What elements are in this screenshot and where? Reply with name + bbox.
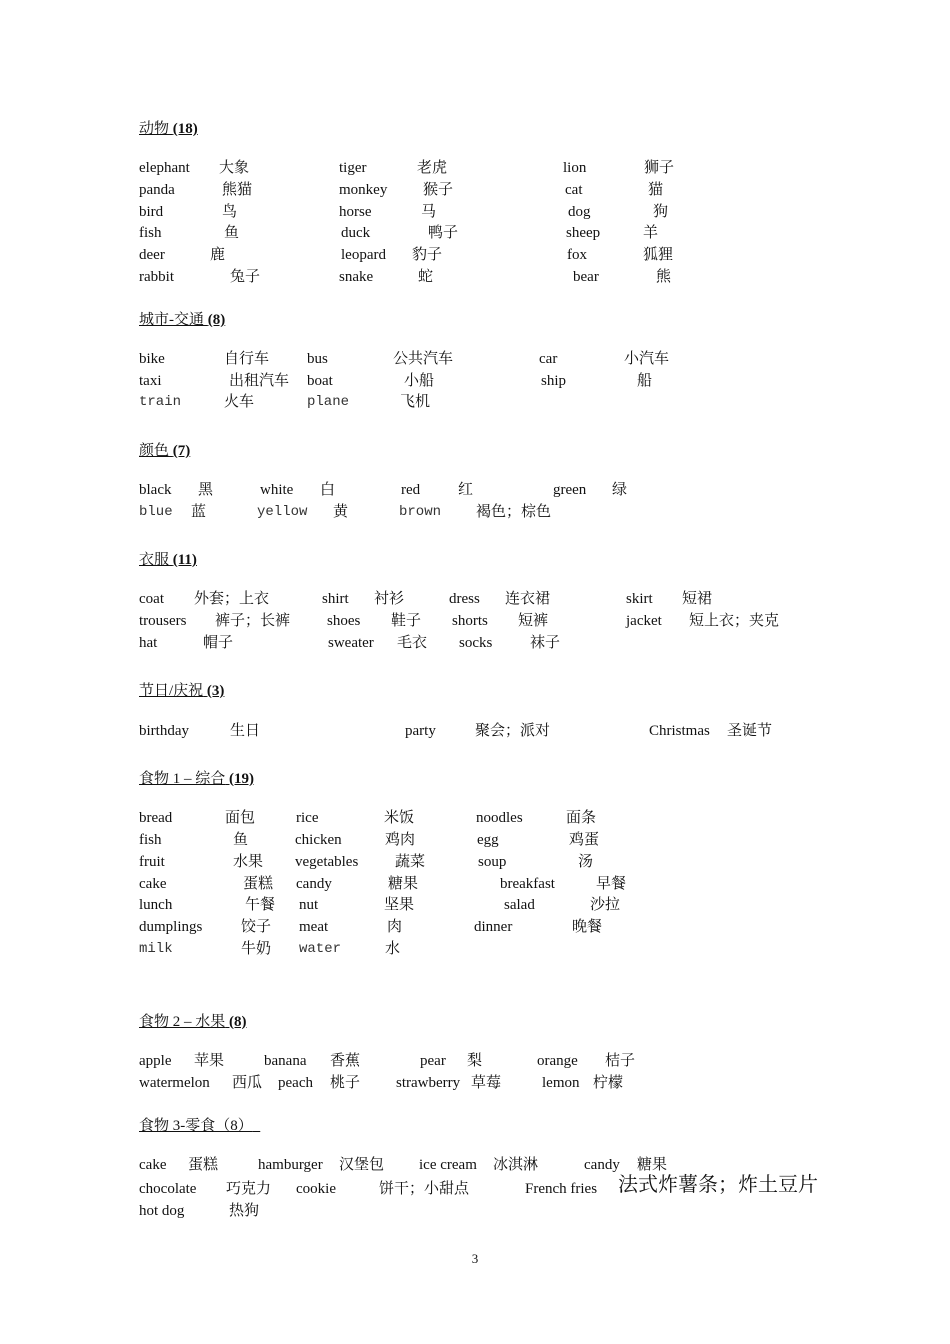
word-en: birthday	[139, 723, 189, 739]
word-zh: 汤	[578, 854, 594, 870]
word-zh: 蛇	[418, 269, 434, 285]
word-en: noodles	[476, 810, 523, 826]
word-en: duck	[341, 225, 371, 241]
word-en: rice	[296, 810, 319, 826]
word-en: milk	[139, 941, 173, 957]
word-en: bird	[139, 204, 164, 220]
word-en: ice cream	[419, 1157, 477, 1173]
word-en: dress	[449, 591, 480, 607]
word-zh: 糖果	[388, 876, 419, 892]
word-en: strawberry	[396, 1075, 461, 1091]
word-zh: 面包	[225, 810, 256, 826]
word-zh: 鞋子	[391, 613, 422, 629]
word-en: fruit	[139, 854, 165, 870]
word-en: tiger	[339, 160, 367, 176]
word-en: dumplings	[139, 919, 203, 935]
word-zh: 香蕉	[330, 1053, 361, 1069]
word-zh: 短裤	[518, 613, 549, 629]
word-zh: 红	[458, 482, 474, 498]
word-en: cake	[139, 1157, 167, 1173]
word-en: nut	[299, 897, 319, 913]
word-en: French fries	[525, 1181, 598, 1197]
word-zh: 梨	[467, 1053, 483, 1069]
word-zh: 绿	[612, 482, 628, 498]
word-en: leopard	[341, 247, 386, 263]
word-zh: 牛奶	[241, 941, 272, 957]
word-en: red	[401, 482, 421, 498]
word-en: bus	[307, 351, 328, 367]
word-en: Christmas	[649, 723, 710, 739]
word-en: peach	[278, 1075, 313, 1091]
word-zh: 坚果	[384, 897, 415, 913]
word-zh: 水	[385, 941, 401, 957]
word-zh: 鸟	[222, 204, 238, 220]
word-en: taxi	[139, 373, 162, 389]
word-en: hamburger	[258, 1157, 323, 1173]
word-zh: 肉	[387, 919, 403, 935]
word-en: sweater	[328, 635, 374, 651]
word-en: breakfast	[500, 876, 555, 892]
word-en: socks	[459, 635, 493, 651]
word-zh: 豹子	[412, 247, 443, 263]
word-en: chocolate	[139, 1181, 197, 1197]
word-zh: 公共汽车	[393, 351, 454, 367]
word-zh: 毛衣	[397, 635, 428, 651]
word-zh: 兔子	[230, 269, 261, 285]
word-zh: 大象	[219, 160, 250, 176]
word-zh: 冰淇淋	[493, 1157, 539, 1173]
word-en: monkey	[339, 182, 388, 198]
word-zh: 糖果	[637, 1157, 668, 1173]
word-zh: 熊	[656, 269, 672, 285]
word-en: shoes	[327, 613, 361, 629]
section-heading-food-general: 食物 1 – 综合 (19)	[139, 771, 255, 787]
word-en: elephant	[139, 160, 190, 176]
word-zh: 汉堡包	[339, 1157, 385, 1173]
word-zh: 帽子	[203, 635, 234, 651]
word-zh: 袜子	[530, 635, 561, 651]
word-zh: 鸭子	[428, 225, 459, 241]
word-zh: 狗	[653, 204, 669, 220]
word-zh: 聚会；派对	[475, 723, 551, 739]
word-en: bread	[139, 810, 173, 826]
word-zh: 船	[637, 373, 653, 389]
word-zh: 小汽车	[624, 351, 670, 367]
word-zh: 黄	[333, 504, 349, 520]
word-zh: 白	[320, 482, 336, 498]
word-en: pear	[420, 1053, 446, 1069]
word-en: candy	[296, 876, 332, 892]
section-heading-snacks: 食物 3-零食（8）	[139, 1118, 253, 1134]
word-en: brown	[399, 504, 442, 520]
word-zh: 沙拉	[590, 897, 621, 913]
word-en: car	[539, 351, 558, 367]
word-zh: 鱼	[224, 225, 240, 241]
word-zh: 面条	[566, 810, 597, 826]
word-en: soup	[478, 854, 507, 870]
word-en: coat	[139, 591, 164, 607]
word-en: dinner	[474, 919, 513, 935]
word-zh: 小船	[404, 373, 435, 389]
word-en: ship	[541, 373, 567, 389]
word-zh: 猴子	[423, 182, 454, 198]
word-en: dog	[568, 204, 591, 220]
word-zh: 鸡肉	[385, 832, 416, 848]
word-zh: 衬衫	[374, 591, 405, 607]
word-zh: 猫	[648, 182, 664, 198]
page-number: 3	[471, 1251, 479, 1266]
word-en: trousers	[139, 613, 187, 629]
word-en: lion	[563, 160, 587, 176]
word-zh: 出租汽车	[229, 373, 290, 389]
word-en: train	[139, 394, 182, 410]
word-zh: 蔬菜	[395, 854, 426, 870]
word-zh: 狐狸	[643, 247, 674, 263]
word-zh: 褐色；棕色	[476, 504, 552, 520]
word-en: hot dog	[139, 1203, 185, 1219]
word-en: blue	[139, 504, 173, 520]
word-zh: 狮子	[644, 160, 675, 176]
word-zh: 苹果	[194, 1053, 225, 1069]
word-en: shirt	[322, 591, 349, 607]
word-en: chicken	[295, 832, 342, 848]
word-zh: 饺子	[241, 919, 272, 935]
word-en: yellow	[257, 504, 308, 520]
word-en: lemon	[542, 1075, 580, 1091]
word-en: black	[139, 482, 172, 498]
word-en: jacket	[626, 613, 662, 629]
word-zh: 外套；上衣	[194, 591, 270, 607]
word-zh: 早餐	[596, 876, 627, 892]
section-heading-colors: 颜色 (7)	[139, 443, 191, 459]
word-zh: 蛋糕	[188, 1157, 219, 1173]
word-en: skirt	[626, 591, 653, 607]
word-zh: 巧克力	[226, 1181, 272, 1197]
section-heading-fruits: 食物 2 – 水果 (8)	[139, 1014, 247, 1030]
word-en: candy	[584, 1157, 620, 1173]
word-en: rabbit	[139, 269, 174, 285]
word-en: boat	[307, 373, 333, 389]
section-heading-clothes: 衣服 (11)	[139, 552, 197, 568]
word-zh: 草莓	[471, 1075, 502, 1091]
word-zh: 生日	[230, 723, 261, 739]
word-en: water	[299, 941, 342, 957]
word-zh: 飞机	[400, 394, 431, 410]
section-heading-animals: 动物 (18)	[139, 121, 198, 137]
word-zh: 桔子	[605, 1053, 636, 1069]
word-en: fox	[567, 247, 587, 263]
word-en: panda	[139, 182, 175, 198]
word-zh: 水果	[233, 854, 264, 870]
word-zh: 午餐	[245, 897, 276, 913]
word-en: vegetables	[295, 854, 359, 870]
word-en: lunch	[139, 897, 173, 913]
word-en: deer	[139, 247, 165, 263]
word-zh: 火车	[224, 394, 255, 410]
word-en: cookie	[296, 1181, 336, 1197]
word-zh: 鸡蛋	[569, 832, 600, 848]
word-en: bear	[573, 269, 599, 285]
word-zh: 连衣裙	[505, 591, 551, 607]
word-en: apple	[139, 1053, 172, 1069]
word-en: fish	[139, 225, 162, 241]
word-en: orange	[537, 1053, 578, 1069]
word-en: banana	[264, 1053, 307, 1069]
word-zh: 法式炸薯条；炸土豆片	[618, 1174, 818, 1196]
word-en: white	[260, 482, 294, 498]
word-zh: 鹿	[210, 247, 226, 263]
word-en: shorts	[452, 613, 488, 629]
word-zh: 羊	[643, 225, 659, 241]
word-zh: 柠檬	[593, 1075, 624, 1091]
word-en: salad	[504, 897, 535, 913]
word-en: fish	[139, 832, 162, 848]
word-zh: 鱼	[233, 832, 249, 848]
word-en: cake	[139, 876, 167, 892]
word-en: egg	[477, 832, 499, 848]
word-en: party	[405, 723, 436, 739]
word-zh: 饼干；小甜点	[379, 1181, 470, 1197]
word-zh: 西瓜	[232, 1075, 263, 1091]
word-zh: 短上衣；夹克	[689, 613, 780, 629]
word-zh: 蛋糕	[243, 876, 274, 892]
word-zh: 老虎	[417, 160, 448, 176]
word-en: sheep	[566, 225, 601, 241]
word-zh: 马	[421, 204, 437, 220]
word-zh: 圣诞节	[727, 723, 773, 739]
word-zh: 蓝	[191, 504, 207, 520]
section-heading-transport: 城市-交通 (8)	[139, 312, 226, 328]
word-en: meat	[299, 919, 329, 935]
word-zh: 短裙	[682, 591, 713, 607]
word-zh: 自行车	[224, 351, 270, 367]
word-zh: 黑	[198, 482, 214, 498]
word-zh: 晚餐	[572, 919, 603, 935]
word-zh: 裤子；长裤	[215, 613, 291, 629]
section-heading-holidays: 节日/庆祝 (3)	[139, 683, 225, 699]
word-en: snake	[339, 269, 374, 285]
word-en: plane	[307, 394, 350, 410]
word-zh: 米饭	[384, 810, 415, 826]
word-zh: 熊猫	[222, 182, 253, 198]
word-en: green	[553, 482, 587, 498]
word-en: hat	[139, 635, 158, 651]
word-zh: 热狗	[229, 1203, 260, 1219]
word-en: bike	[139, 351, 165, 367]
word-en: horse	[339, 204, 372, 220]
word-en: cat	[565, 182, 583, 198]
word-zh: 桃子	[330, 1075, 361, 1091]
word-en: watermelon	[139, 1075, 210, 1091]
